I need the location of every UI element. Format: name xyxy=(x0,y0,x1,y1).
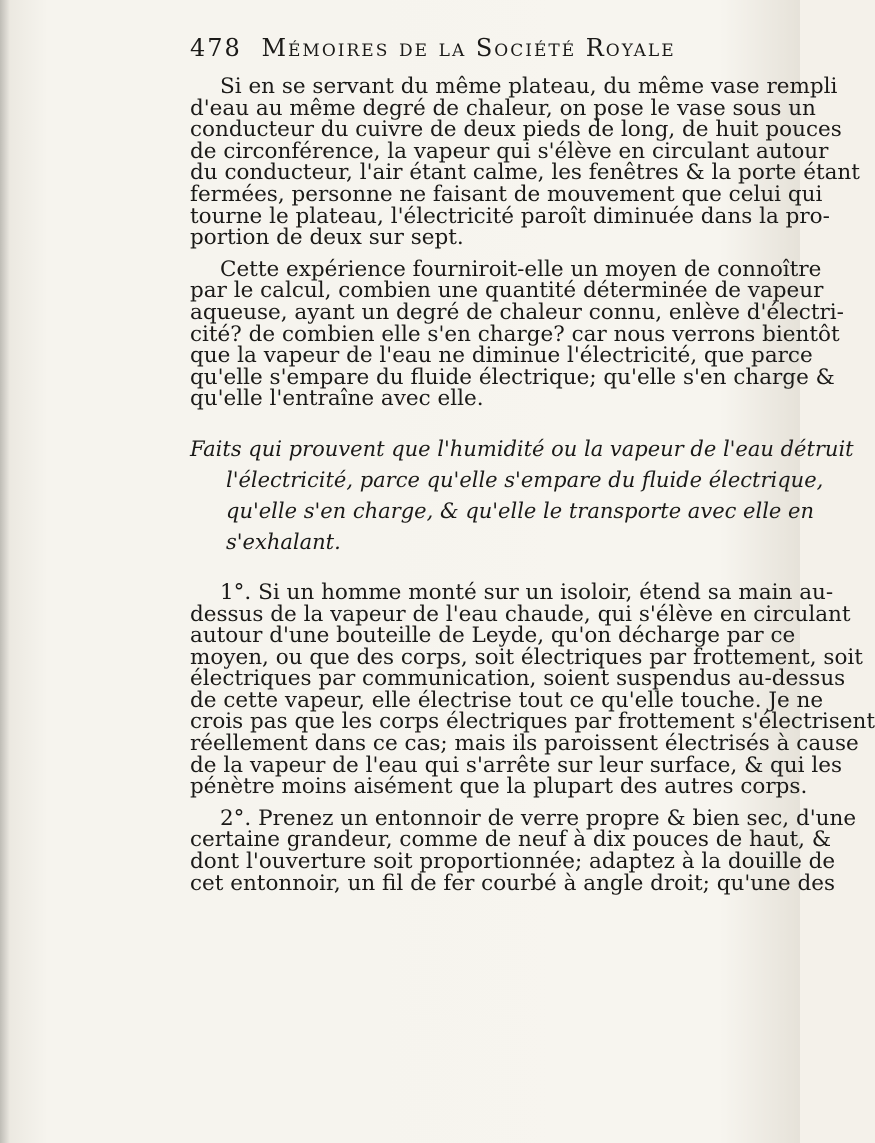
text-line: cité? de combien elle s'en charge? car nous verrons bientôt xyxy=(190,321,840,347)
text-line: réellement dans ce cas; mais ils paroissent électrisés à cause xyxy=(190,731,859,757)
heading-line: qu'elle s'en charge, & qu'elle le transporte avec elle en xyxy=(226,498,814,523)
text-line: dont l'ouverture soit proportionnée; adaptez à la douille de xyxy=(190,849,836,875)
spine-shadow xyxy=(0,0,10,1143)
paragraph-1 xyxy=(190,74,860,251)
text-line: de cette vapeur, elle électrise tout ce qu'elle touche. Je ne xyxy=(190,687,824,713)
text-line: aqueuse, ayant un degré de chaleur connu, enlève d'électri- xyxy=(190,299,844,325)
text-line: électriques par communication, soient suspendus au-dessus xyxy=(190,666,846,692)
text-line: Si en se servant du même plateau, du même vase rempli xyxy=(220,74,838,99)
paragraph-4 xyxy=(190,805,857,896)
text-line: tourne le plateau, l'électricité paroît diminuée dans la pro- xyxy=(190,203,830,229)
section-heading xyxy=(190,434,854,558)
text-line: qu'elle l'entraîne avec elle. xyxy=(190,386,484,412)
text-line: certaine grandeur, comme de neuf à dix pouces de haut, & xyxy=(190,827,831,853)
text-line: du conducteur, l'air étant calme, les fenêtres & la porte étant xyxy=(190,160,860,186)
text-line: autour d'une bouteille de Leyde, qu'on décharge par ce xyxy=(190,623,796,649)
text-block xyxy=(190,74,875,896)
text-line: Cette expérience fourniroit-elle un moyen de connoître xyxy=(220,256,822,282)
text-line: crois pas que les corps électriques par frottement s'électrisent xyxy=(190,709,875,735)
text-line: de la vapeur de l'eau qui s'arrête sur leur surface, & qui les xyxy=(190,752,842,778)
paragraph-3 xyxy=(190,579,875,800)
text-line: pénètre moins aisément que la plupart des autres corps. xyxy=(190,774,808,800)
heading-line: l'électricité, parce qu'elle s'empare du fluide électrique, xyxy=(226,467,824,492)
running-head xyxy=(190,34,770,62)
page-number: 478 xyxy=(190,34,242,62)
running-title: Mémoires de la Société Royale xyxy=(261,34,676,62)
text-line: cet entonnoir, un fil de fer courbé à angle droit; qu'une des xyxy=(190,870,835,896)
heading-line: Faits qui prouvent que l'humidité ou la vapeur de l'eau détruit xyxy=(190,436,854,461)
heading-line: s'exhalant. xyxy=(226,529,341,554)
text-line: fermées, personne ne faisant de mouvement que celui qui xyxy=(190,181,823,207)
text-line: 2°. Prenez un entonnoir de verre propre & bien sec, d'une xyxy=(220,805,857,831)
text-line: moyen, ou que des corps, soit électriques par frottement, soit xyxy=(190,644,863,670)
text-line: par le calcul, combien une quantité déterminée de vapeur xyxy=(190,278,824,304)
text-line: qu'elle s'empare du fluide électrique; qu'elle s'en charge & xyxy=(190,364,835,390)
text-line: dessus de la vapeur de l'eau chaude, qui s'élève en circulant xyxy=(190,601,851,627)
text-line: que la vapeur de l'eau ne diminue l'électricité, que parce xyxy=(190,343,813,369)
text-line: portion de deux sur sept. xyxy=(190,225,464,251)
text-line: d'eau au même degré de chaleur, on pose le vase sous un xyxy=(190,95,816,121)
text-line: de circonférence, la vapeur qui s'élève en circulant autour xyxy=(190,138,829,164)
text-line: 1°. Si un homme monté sur un isoloir, étend sa main au- xyxy=(220,579,834,605)
text-line: conducteur du cuivre de deux pieds de long, de huit pouces xyxy=(190,117,842,143)
paragraph-2 xyxy=(190,256,844,412)
